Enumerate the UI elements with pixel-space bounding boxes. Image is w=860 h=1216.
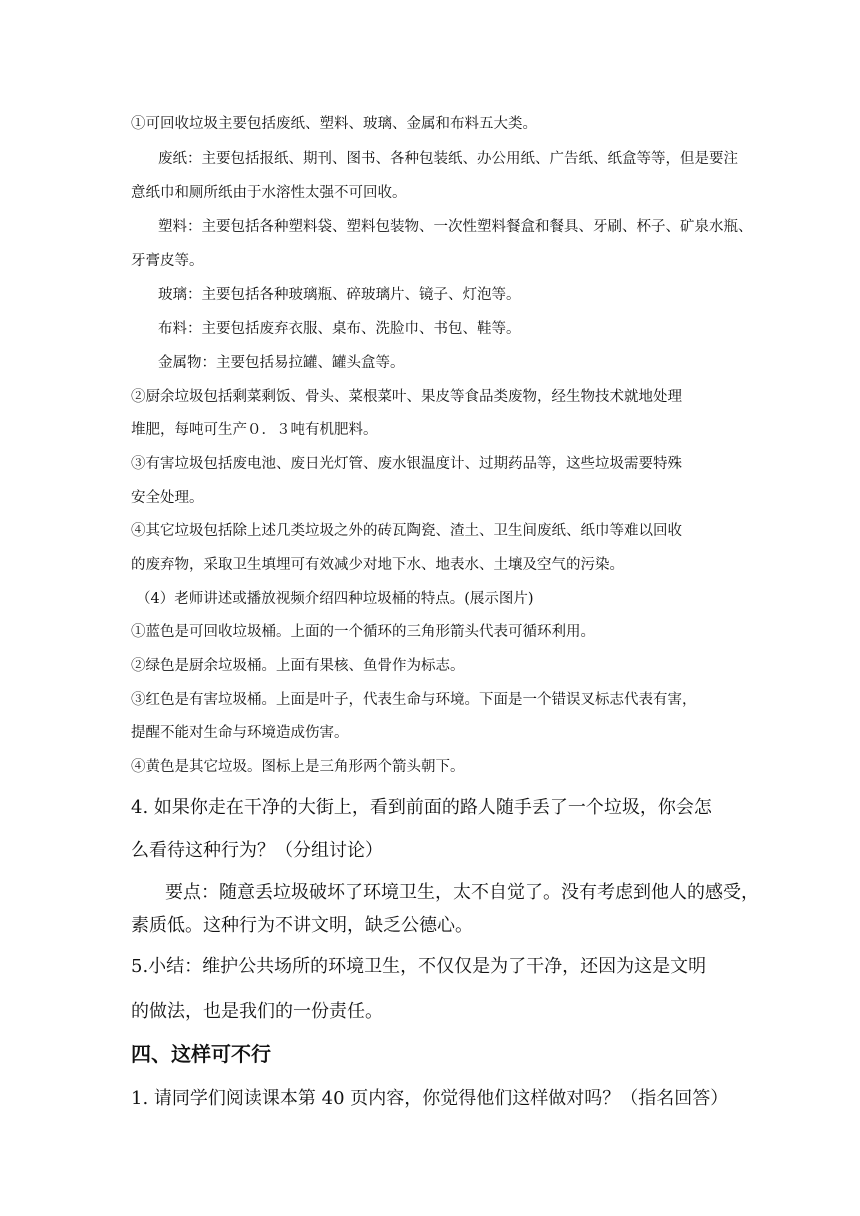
paragraph-red-bin-line2: 提醒不能对生命与环境造成伤害。 [131, 725, 349, 741]
paragraph-fabric: 布料：主要包括废弃衣服、桌布、洗脸巾、书包、鞋等。 [158, 321, 521, 337]
paragraph-bins-intro: （4）老师讲述或播放视频介绍四种垃圾桶的特点。(展示图片) [136, 591, 534, 607]
summary-5-line2: 的做法，也是我们的一份责任。 [131, 1001, 383, 1022]
question-4-line1: 4. 如果你走在干净的大街上，看到前面的路人随手丢了一个垃圾，你会怎 [131, 797, 712, 818]
paragraph-plastic-line1: 塑料：主要包括各种塑料袋、塑料包装物、一次性塑料餐盒和餐具、牙刷、杯子、矿泉水瓶、 [158, 219, 753, 235]
paragraph-paper-line1: 废纸：主要包括报纸、期刊、图书、各种包装纸、办公用纸、广告纸、纸盒等等，但是要注 [158, 151, 738, 167]
paragraph-red-bin-line1: ③红色是有害垃圾桶。上面是叶子，代表生命与环境。下面是一个错误叉标志代表有害， [131, 692, 697, 708]
paragraph-plastic-line2: 牙膏皮等。 [131, 253, 204, 269]
paragraph-metal: 金属物：主要包括易拉罐、罐头盒等。 [158, 355, 405, 371]
paragraph-glass: 玻璃：主要包括各种玻璃瓶、碎玻璃片、镜子、灯泡等。 [158, 287, 521, 303]
paragraph-hazardous-line2: 安全处理。 [131, 490, 204, 506]
section-heading-4: 四、这样可不行 [131, 1042, 271, 1066]
paragraph-other-waste-line2: 的废弃物，采取卫生填埋可有效减少对地下水、地表水、土壤及空气的污染。 [131, 557, 624, 573]
paragraph-green-bin: ②绿色是厨余垃圾桶。上面有果核、鱼骨作为标志。 [131, 658, 465, 674]
paragraph-recyclable-intro: ①可回收垃圾主要包括废纸、塑料、玻璃、金属和布料五大类。 [131, 116, 537, 132]
summary-5-line1: 5.小结：维护公共场所的环境卫生，不仅仅是为了干净，还因为这是文明 [131, 956, 707, 977]
paragraph-kitchen-waste-line2: 堆肥，每吨可生产０．３吨有机肥料。 [131, 422, 378, 438]
paragraph-paper-line2: 意纸巾和厕所纸由于水溶性太强不可回收。 [131, 185, 407, 201]
paragraph-blue-bin: ①蓝色是可回收垃圾桶。上面的一个循环的三角形箭头代表可循环利用。 [131, 624, 595, 640]
answer-key-points-line1: 要点：随意丢垃圾破坏了环境卫生，太不自觉了。没有考虑到他人的感受， [165, 882, 759, 903]
question-4-line2: 么看待这种行为？（分组讨论） [131, 840, 383, 861]
section-4-question-1: 1. 请同学们阅读课本第 40 页内容，你觉得他们这样做对吗？（指名回答） [131, 1088, 729, 1109]
paragraph-other-waste-line1: ④其它垃圾包括除上述几类垃圾之外的砖瓦陶瓷、渣土、卫生间废纸、纸巾等难以回收 [131, 523, 682, 539]
answer-key-points-line2: 素质低。这种行为不讲文明，缺乏公德心。 [131, 915, 473, 936]
paragraph-kitchen-waste-line1: ②厨余垃圾包括剩菜剩饭、骨头、菜根菜叶、果皮等食品类废物，经生物技术就地处理 [131, 389, 682, 405]
paragraph-yellow-bin: ④黄色是其它垃圾。图标上是三角形两个箭头朝下。 [131, 759, 465, 775]
paragraph-hazardous-line1: ③有害垃圾包括废电池、废日光灯管、废水银温度计、过期药品等，这些垃圾需要特殊 [131, 456, 682, 472]
